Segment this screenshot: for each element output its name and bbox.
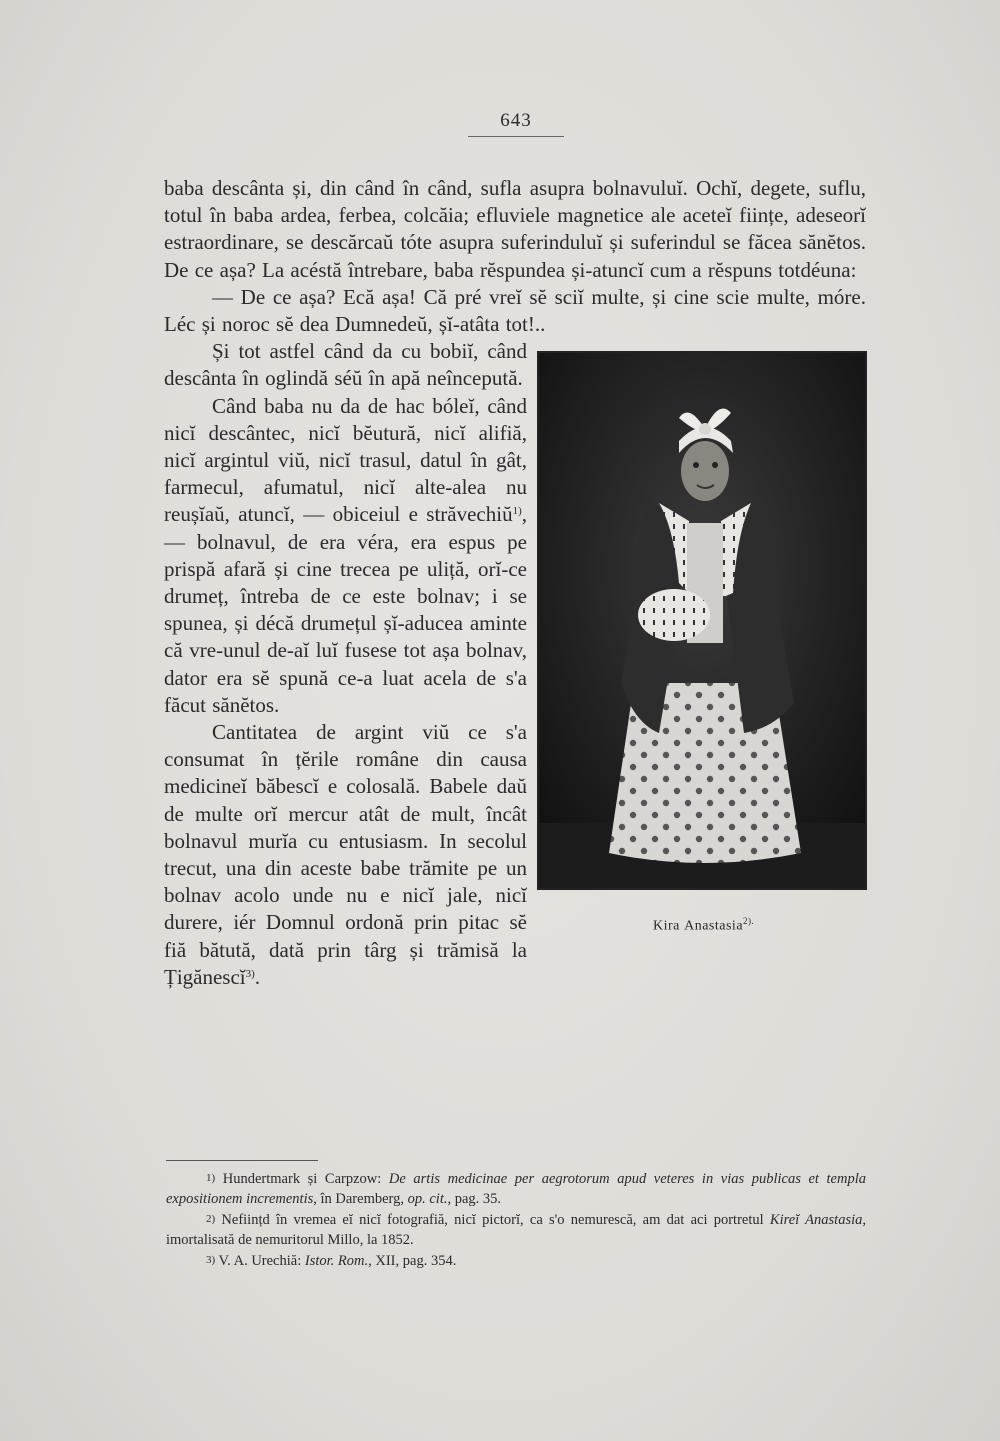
footnote-2-number: 2) (206, 1213, 216, 1225)
footnotes (166, 1168, 866, 1271)
portrait-photo (537, 351, 867, 890)
page-number: 643 (468, 110, 564, 137)
footnote-1 (166, 1168, 866, 1209)
footnote-ref-1: 1) (512, 505, 522, 518)
paragraph-3: Și tot astfel când da cu bobiĭ, când descânta în oglindă séŭ în apă neîncepută. (164, 339, 527, 391)
footnote-1-source: , în Daremberg, (313, 1191, 404, 1207)
portrait-figure (537, 351, 867, 940)
main-text (164, 175, 866, 991)
footnote-3-page: , XII, pag. 354. (368, 1253, 457, 1269)
paragraph-4-text-b: , — bolnavul, de era véra, era espus pe prispă afară și cine trecea pe uliță, orĭ-ce drumeț, întreba de ce este bolnav; i se spunea, și décă drumețul șĭ-aducea aminte că vre-unul de-aĭ luĭ fusese tot așa bolnav, dator era sĕ spună ce-a luat acela de s'a făcut sănĕtos. (164, 502, 527, 717)
footnote-1-authors: Hundertmark și Carpzow: (222, 1171, 382, 1187)
footnote-1-op-cit: op. cit. (407, 1191, 448, 1207)
footnote-1-page: , pag. 35. (447, 1191, 502, 1207)
paragraph-1: baba descânta și, din când în când, sufla asupra bolnavuluĭ. Ochĭ, degete, suflu, totul în baba ardea, ferbea, colcăia; efluviele magnetice ale aceteĭ ființe, adeseorĭ estraordinare, se descărcaŭ tóte asupra suferinduluĭ și suferindul se făcea sănĕtos. De ce așa? La acéstă întrebare, baba rĕspundea și-atuncĭ cum a rĕspuns totdéuna: (164, 176, 866, 282)
footnote-2-text: Neființd în vremea eĭ nicĭ fotografiă, nicĭ pictorĭ, ca s'o nemurescă, am dat aci portretul (221, 1212, 764, 1228)
footnote-2-name: Kireĭ Anastasia (769, 1212, 863, 1228)
footnote-divider (166, 1160, 318, 1161)
footnote-2-tail: , imortalisată de nemuritorul Millo, la 1852. (166, 1212, 866, 1248)
footnote-3 (166, 1250, 866, 1271)
paragraph-2-text: — De ce așa? Ecă așa! Că pré vreĭ sĕ sciĭ multe, și cine scie multe, móre. Léc și noroc sĕ dea Dumnedeŭ, șĭ-atâta tot!.. (164, 284, 866, 337)
figure-caption (653, 908, 867, 940)
caption-ref: 2). (743, 916, 755, 927)
caption-text: Kira Anastasia (653, 918, 744, 934)
paragraph-4-text-a: Când baba nu da de hac bóleĭ, când nicĭ descântec, nicĭ bĕutură, nicĭ alifiă, nicĭ argintul viŭ, nicĭ trasul, datul în gât, farmecul, afumatul, nicĭ alte-alea nu reușĭaŭ, atuncĭ, — obiceiul e străvechiŭ (164, 393, 527, 527)
paragraph-2 (164, 284, 866, 338)
footnote-3-author: V. A. Urechiă: (218, 1253, 302, 1269)
footnote-1-number: 1) (206, 1172, 216, 1184)
paragraph-5-text-a: Cantitatea de argint viŭ ce s'a consumat în țĕrile române din causa medicineĭ băbescĭ e colosală. Babele daŭ de multe orĭ mercur atât de mult, încât bolnavul murĭa cu entusiasm. In secolul trecut, una din aceste babe trămite pe un bolnav acolo unde nu e nicĭ jale, nicĭ durere, iér Domnul ordonă prin pitac sĕ fiă bătută, dată prin târg și trămisă la Țigănescĭ (164, 720, 527, 989)
footnote-2 (166, 1209, 866, 1250)
footnote-3-number: 3) (206, 1254, 216, 1266)
footnote-1-title: De artis medicinae per aegrotorum apud veteres in vias publicas et templa expositionem incrementis (166, 1171, 866, 1207)
paragraph-5-text-b: . (254, 964, 261, 989)
footnote-ref-3: 3) (245, 967, 255, 980)
footnote-3-title: Istor. Rom. (304, 1253, 369, 1269)
portrait-illustration (539, 353, 865, 888)
